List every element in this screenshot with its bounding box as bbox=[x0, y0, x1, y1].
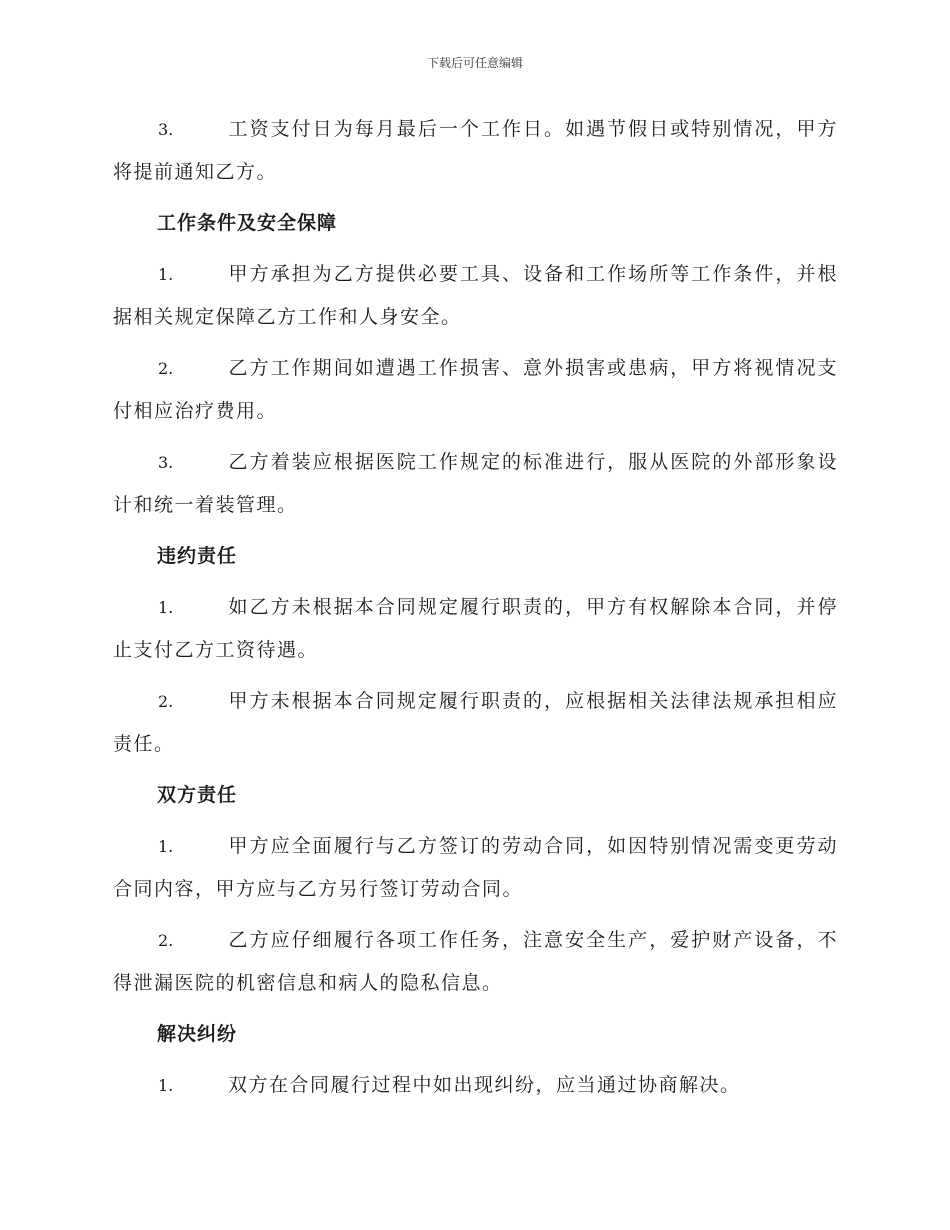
clause-number: 1. bbox=[158, 598, 174, 617]
clause-number: 2. bbox=[158, 359, 174, 378]
clause-item bbox=[113, 108, 838, 194]
clause-text: 甲方承担为乙方提供必要工具、设备和工作场所等工作条件，并根据相关规定保障乙方工作和人身安全。 bbox=[113, 263, 838, 328]
clause-item bbox=[113, 680, 838, 766]
section-heading: 工作条件及安全保障 bbox=[157, 212, 338, 234]
clause-text: 乙方工作期间如遭遇工作损害、意外损害或患病，甲方将视情况支付相应治疗费用。 bbox=[113, 357, 838, 422]
clause-item bbox=[113, 1064, 838, 1107]
clause-item bbox=[113, 347, 838, 433]
clause-text: 如乙方未根据本合同规定履行职责的，甲方有权解除本合同，并停止支付乙方工资待遇。 bbox=[113, 596, 838, 661]
clause-item bbox=[113, 441, 838, 527]
section-heading: 违约责任 bbox=[157, 545, 238, 567]
clause-text: 乙方应仔细履行各项工作任务，注意安全生产，爱护财产设备，不得泄漏医院的机密信息和病人的隐私信息。 bbox=[113, 929, 838, 994]
clause-text: 甲方未根据本合同规定履行职责的，应根据相关法律法规承担相应责任。 bbox=[113, 690, 838, 755]
clause-number: 1. bbox=[158, 265, 174, 284]
clause-text: 双方在合同履行过程中如出现纠纷，应当通过协商解决。 bbox=[228, 1074, 741, 1096]
section-heading: 双方责任 bbox=[157, 784, 238, 806]
clause-item bbox=[113, 825, 838, 911]
clause-number: 1. bbox=[158, 837, 174, 856]
clause-item bbox=[113, 253, 838, 339]
section-heading: 解决纠纷 bbox=[157, 1023, 238, 1045]
document-body bbox=[113, 108, 838, 1115]
clause-item bbox=[113, 919, 838, 1005]
clause-text: 工资支付日为每月最后一个工作日。如遇节假日或特别情况，甲方将提前通知乙方。 bbox=[113, 118, 838, 183]
page-header: 下载后可任意编辑 bbox=[426, 56, 523, 70]
clause-number: 3. bbox=[158, 120, 174, 139]
clause-item bbox=[113, 586, 838, 672]
clause-number: 1. bbox=[158, 1076, 174, 1095]
clause-text: 甲方应全面履行与乙方签订的劳动合同，如因特别情况需变更劳动合同内容，甲方应与乙方另行签订劳动合同。 bbox=[113, 835, 838, 900]
clause-number: 2. bbox=[158, 931, 174, 950]
clause-text: 乙方着装应根据医院工作规定的标准进行，服从医院的外部形象设计和统一着装管理。 bbox=[113, 451, 838, 516]
clause-number: 3. bbox=[158, 453, 174, 472]
clause-number: 2. bbox=[158, 692, 174, 711]
